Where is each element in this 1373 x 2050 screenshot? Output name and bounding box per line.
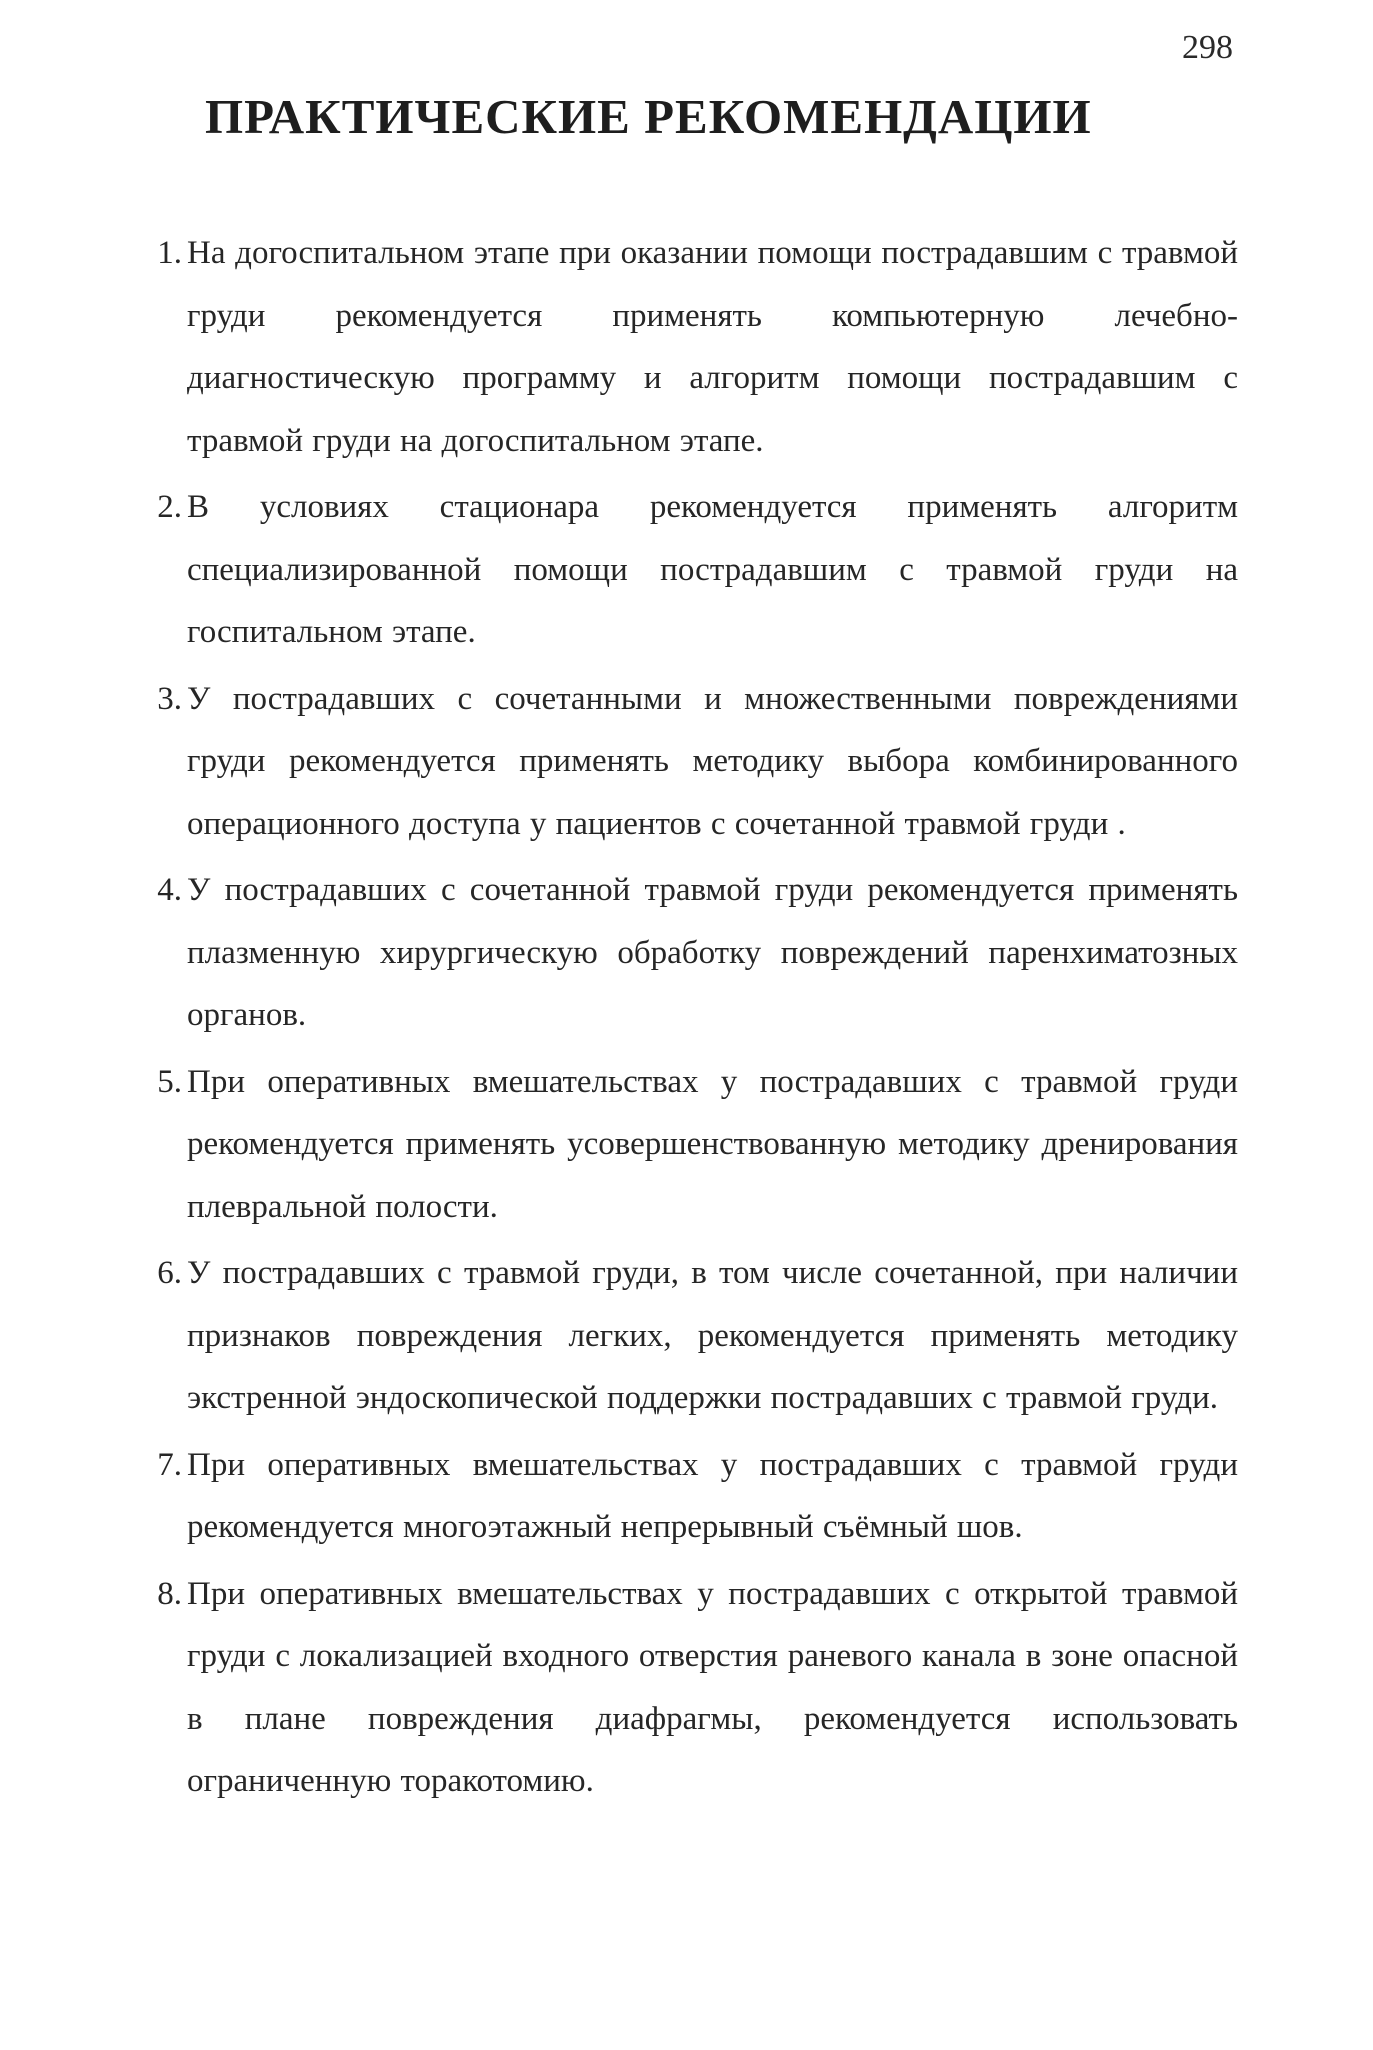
item-text: На догоспитальном этапе при оказании помощи пострадавшим с травмой груди рекомендуется применять компьютерную лечебно-диагностическую программу и алгоритм помощи пострадавшим с травмой груди на догоспитальном этапе. <box>187 235 1238 459</box>
recommendation-item-7 <box>138 1434 1238 1559</box>
item-text: У пострадавших с сочетанной травмой груди рекомендуется применять плазменную хирургическую обработку повреждений паренхиматозных органов. <box>187 872 1238 1033</box>
item-text: При оперативных вмешательствах у пострадавших с открытой травмой груди с локализацией входного отверстия раневого канала в зоне опасной в плане повреждения диафрагмы, рекомендуется использовать ограниченную торакотомию. <box>187 1575 1238 1799</box>
item-text: У пострадавших с сочетанными и множественными повреждениями груди рекомендуется применять методику выбора комбинированного операционного доступа у пациентов с сочетанной травмой груди . <box>187 680 1238 842</box>
item-text: При оперативных вмешательствах у пострадавших с травмой груди рекомендуется многоэтажный непрерывный съёмный шов. <box>187 1446 1238 1545</box>
item-number: 2. <box>157 489 182 525</box>
item-text: При оперативных вмешательствах у пострадавших с травмой груди рекомендуется применять усовершенствованную методику дренирования плевральной полости. <box>187 1063 1238 1225</box>
item-text: У пострадавших с травмой груди, в том числе сочетанной, при наличии признаков повреждения легких, рекомендуется применять методику экстренной эндоскопической поддержки пострадавших с травмой груди. <box>187 1255 1238 1416</box>
item-number: 8. <box>157 1575 182 1612</box>
page-number: 298 <box>1182 29 1233 66</box>
recommendation-item-2 <box>138 476 1238 664</box>
recommendation-item-8 <box>138 1563 1238 1813</box>
recommendation-item-5 <box>138 1051 1238 1239</box>
item-number: 1. <box>157 235 182 271</box>
item-number: 7. <box>157 1446 182 1483</box>
recommendation-item-3 <box>138 668 1238 856</box>
item-text: В условиях стационара рекомендуется применять алгоритм специализированной помощи пострадавшим с травмой груди на госпитальном этапе. <box>187 489 1238 650</box>
recommendation-item-6 <box>138 1242 1238 1430</box>
page-title: ПРАКТИЧЕСКИЕ РЕКОМЕНДАЦИИ <box>205 89 1092 144</box>
item-number: 6. <box>157 1255 182 1291</box>
recommendation-item-1 <box>138 222 1238 472</box>
recommendations-list <box>138 222 1238 1817</box>
item-number: 5. <box>157 1063 182 1100</box>
recommendation-item-4 <box>138 859 1238 1047</box>
item-number: 3. <box>157 680 182 717</box>
item-number: 4. <box>157 872 182 908</box>
